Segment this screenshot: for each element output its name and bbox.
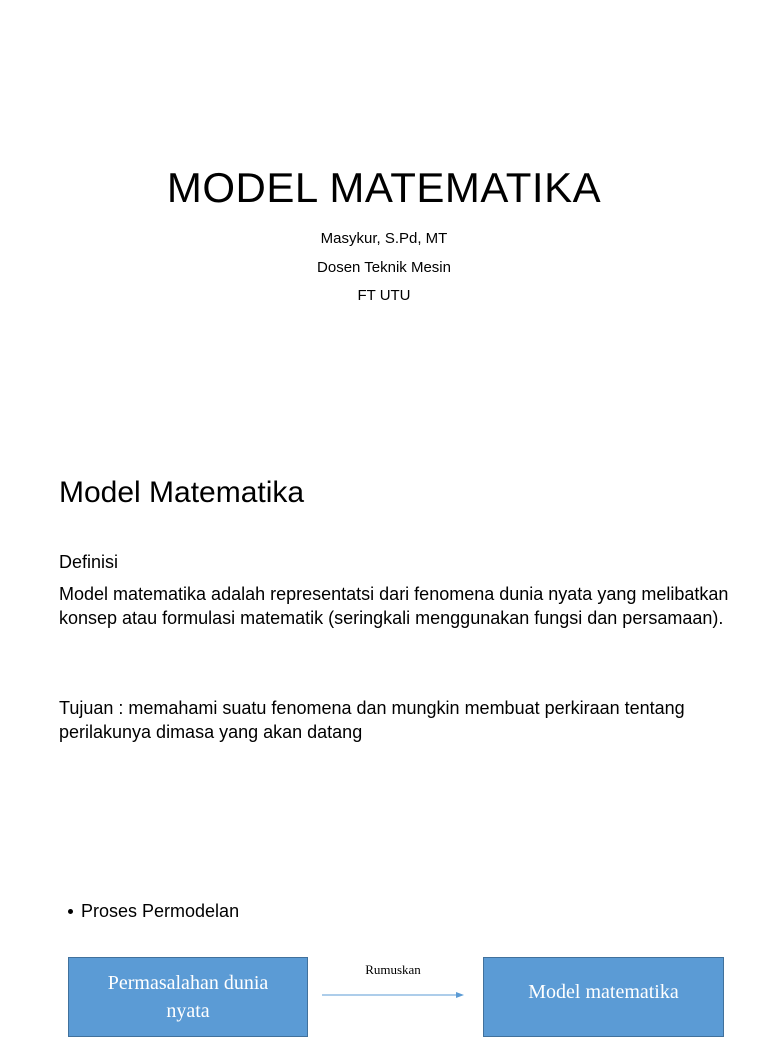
bullet-icon xyxy=(68,909,73,914)
arrow-label: Rumuskan xyxy=(365,962,421,977)
slide-process xyxy=(0,864,768,1024)
presentation-title: MODEL MATEMATIKA xyxy=(166,164,602,211)
slide-definition xyxy=(0,432,768,864)
author-institution: FT UTU xyxy=(357,287,411,304)
slide-title xyxy=(0,0,768,432)
goal-paragraph: Tujuan : memahami suatu fenomena dan mungkin membuat perkiraan tentang perilakunya dimasa yang akan datang xyxy=(59,698,685,742)
real-world-problem-box xyxy=(68,957,308,1037)
author-position: Dosen Teknik Mesin xyxy=(317,259,451,276)
bullet-item xyxy=(68,901,239,922)
math-model-box xyxy=(483,957,724,1037)
real-world-problem-label: Permasalahan dunia nyata xyxy=(107,972,269,1022)
right-arrow-icon xyxy=(322,990,464,1000)
math-model-label: Model matematika xyxy=(528,981,679,1003)
definition-paragraph: Model matematika adalah representatsi dari fenomena dunia nyata yang melibatkan konsep atau formulasi matematik (seringkali menggunakan fungsi dan persamaan). xyxy=(59,584,729,628)
definisi-label: Definisi xyxy=(59,552,119,572)
author-name: Masykur, S.Pd, MT xyxy=(320,230,448,247)
bullet-text: Proses Permodelan xyxy=(81,901,240,921)
slide-heading: Model Matematika xyxy=(59,476,305,509)
